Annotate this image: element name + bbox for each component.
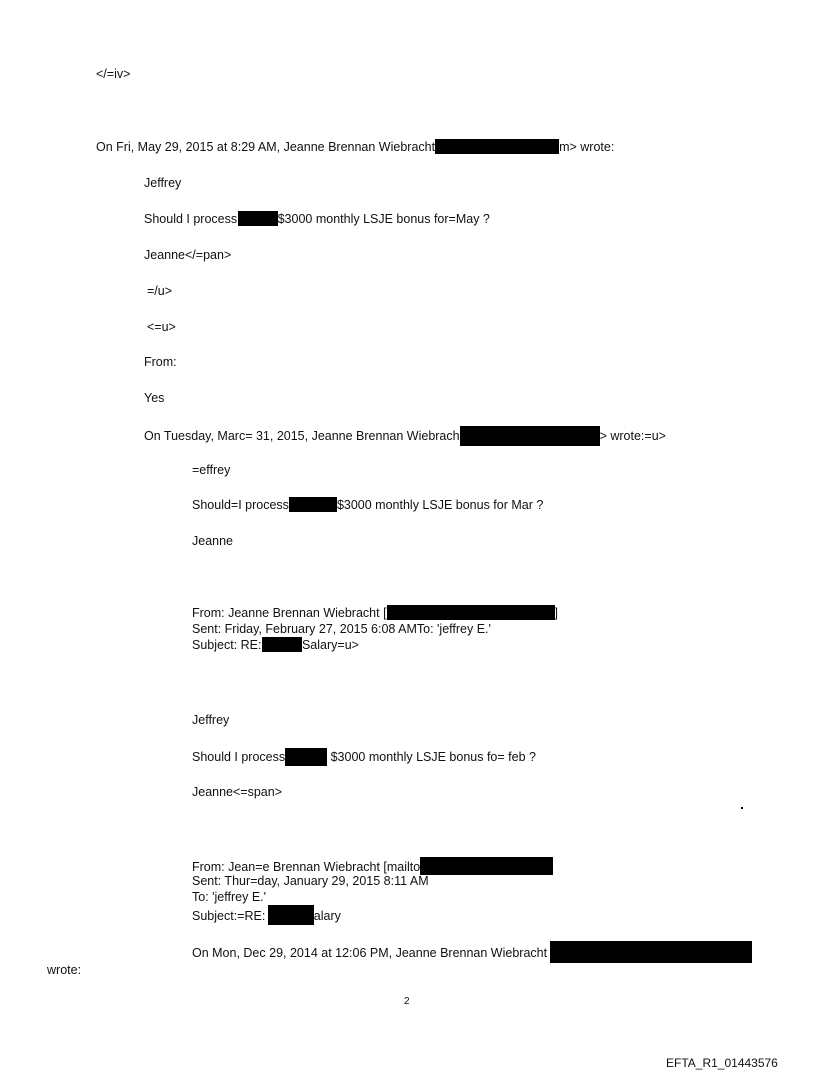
redaction-block (285, 748, 327, 766)
text-fragment: Should I process (192, 750, 286, 764)
text-line: Jeanne (192, 534, 234, 548)
redaction-block (420, 857, 553, 875)
text-line: =effrey (192, 463, 231, 477)
text-line: wrote: (47, 963, 82, 977)
text-line: <=u> (147, 320, 176, 334)
redaction-block (387, 605, 555, 620)
text-fragment: Subject:=RE: (192, 909, 266, 923)
text-line: Yes (144, 391, 165, 405)
redaction-block (268, 905, 314, 925)
text-line (192, 905, 341, 925)
email-header-line (192, 941, 752, 963)
text-line (192, 497, 543, 513)
redaction-block (289, 497, 337, 512)
redaction-block (460, 426, 600, 446)
header-text-end: > wrote:=u> (599, 429, 666, 443)
text-fragment: alary (313, 909, 341, 923)
redaction-block (435, 139, 559, 154)
header-text: On Fri, May 29, 2015 at 8:29 AM, Jeanne Brennan Wiebracht (96, 140, 436, 154)
text-fragment: Should=I process (192, 498, 289, 512)
text-fragment: $3000 monthly LSJE bonus for Mar ? (336, 498, 544, 512)
header-text: From: Jeanne Brennan Wiebracht [ (192, 606, 387, 620)
text-fragment: Subject: RE: (192, 638, 262, 652)
redaction-block (238, 211, 278, 226)
text-line: =/u> (147, 284, 173, 298)
text-line: Jeanne</=pan> (144, 248, 232, 262)
redaction-block (550, 941, 752, 963)
text-fragment: Should I process (144, 212, 238, 226)
text-line: To: 'jeffrey E.' (192, 890, 267, 904)
text-fragment: $3000 monthly LSJE bonus fo= feb ? (330, 750, 536, 764)
text-line (192, 748, 536, 766)
text-fragment: Salary=u> (301, 638, 359, 652)
text-line: </=iv> (96, 67, 131, 81)
stray-mark (741, 807, 743, 809)
text-line: Jeanne<=span> (192, 785, 283, 799)
header-text: From: Jean=e Brennan Wiebracht [mailto (192, 860, 421, 874)
text-line: Sent: Thur=day, January 29, 2015 8:11 AM (192, 874, 429, 888)
text-line: Sent: Friday, February 27, 2015 6:08 AMTo: 'jeffrey E.' (192, 622, 491, 636)
redaction-block (262, 637, 302, 652)
email-header-line (96, 139, 614, 155)
text-line: Jeffrey (144, 176, 182, 190)
header-text: On Tuesday, Marc= 31, 2015, Jeanne Brennan Wiebrach (144, 429, 460, 443)
header-text: On Mon, Dec 29, 2014 at 12:06 PM, Jeanne Brennan Wiebracht (192, 946, 548, 960)
text-line: Jeffrey (192, 713, 230, 727)
page-number: 2 (404, 996, 410, 1007)
text-line (192, 637, 359, 653)
email-header-line (192, 605, 558, 621)
header-text-end: ] (554, 606, 559, 620)
email-header-line (144, 426, 666, 446)
text-fragment: $3000 monthly LSJE bonus for=May ? (277, 212, 490, 226)
text-line: From: (144, 355, 177, 369)
document-id-footer: EFTA_R1_01443576 (666, 1056, 778, 1070)
text-line (144, 211, 490, 227)
header-text-end: m> wrote: (559, 140, 615, 154)
